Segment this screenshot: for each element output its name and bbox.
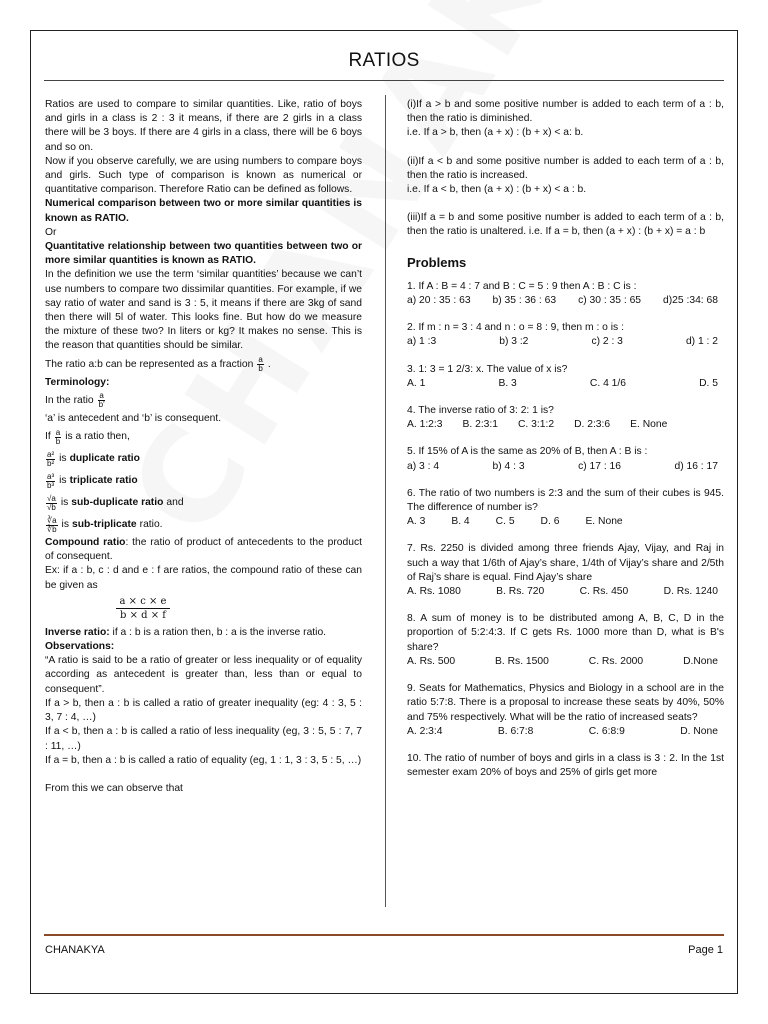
rule-3-text: (iii)If a = b and some positive number is added to each term of a : b, then the ratio is unaltered. i.e. If a = b, then (a + x) : (b + x) = a : b: [407, 212, 724, 238]
problem-question: 6. The ratio of two numbers is 2:3 and the sum of their cubes is 945. The difference of number is?: [407, 487, 724, 514]
problem-option: a) 20 : 35 : 63: [407, 295, 471, 307]
problem-option: D. 6: [540, 516, 560, 528]
compound-example: Ex: if a : b, c : d and e : f are ratios, the compound ratio of these can be given as: [45, 565, 362, 591]
problem-option: b) 35 : 36 : 63: [492, 295, 557, 307]
fraction-a-b: $\frac{a}{b}$: [258, 355, 263, 374]
problem-option: B. 3: [498, 377, 517, 389]
in-the-ratio: In the ratio $\frac{a}{b'}$: [45, 391, 105, 410]
footer-rule: [44, 934, 724, 936]
problem-option: B. 6:7:8: [497, 725, 534, 737]
problem-option: d) 1 : 2: [685, 336, 718, 348]
problem-option: D. Rs. 1240: [663, 586, 718, 598]
antecedent-consequent: ‘a’ is antecedent and ‘b’ is consequent.: [45, 412, 222, 424]
rule-1-formula: i.e. If a > b, then (a + x) : (b + x) < a: b.: [407, 127, 584, 139]
observation-less: If a < b, then a : b is called a ratio of less inequality (eg, 3 : 5, 5 : 7, 7 : 11, …): [45, 726, 362, 752]
problem-option: C. Rs. 450: [579, 586, 629, 598]
sub-duplicate-ratio: $\frac{√a}{√b}$ is sub-duplicate ratio and: [47, 493, 184, 512]
similar-quantities-paragraph: In the definition we use the term ‘similar quantities’ because we can’t use numbers to compare two dissimilar quantities. For example, if we say ratio of water and sand is 3 : 5, it means if there are 3kg of sand then there will 5l of water. This looks fine. But how do we measure the mixture of these two? In liters or kg? It makes no sense. This is the reason that quantities should be similar.: [45, 269, 362, 352]
definition-2: Quantitative relationship between two quantities between two or more similar quantities is known as RATIO.: [45, 241, 362, 267]
triplicate-ratio: $\frac{\text{a³}}{\text{b³}}$ is triplicate ratio: [47, 471, 138, 490]
problem-option: E. None: [585, 516, 623, 528]
problem-option: B. Rs. 720: [496, 586, 545, 598]
problem-option: C. 4 1/6: [589, 377, 626, 389]
problem-option: A. 1:2:3: [407, 419, 443, 431]
problem-question: 2. If m : n = 3 : 4 and n : o = 8 : 9, then m : o is :: [407, 322, 624, 334]
problem-option: C. Rs. 2000: [588, 655, 644, 667]
problem-question: 3. 1: 3 = 1 2/3: x. The value of x is?: [407, 363, 568, 375]
problem-item: [407, 612, 724, 669]
problem-option: c) 17 : 16: [578, 460, 621, 472]
problem-option: D.None: [683, 655, 718, 667]
problem-question: 9. Seats for Mathematics, Physics and Biology in a school are in the ratio 5:7:8. There is a proposal to increase these seats by 40%, 50% and 75% respectively. What will be the ratio of increased seats?: [407, 683, 724, 723]
problem-question: 5. If 15% of A is the same as 20% of B, then A : B is :: [407, 446, 648, 458]
problem-options: [407, 377, 724, 391]
page-title: RATIOS: [348, 50, 420, 71]
page-number: Page 1: [688, 944, 723, 956]
sub-triplicate-ratio: $\frac{∛a}{∛b}$ is sub-triplicate ratio.: [47, 515, 163, 534]
problem-item: [407, 487, 724, 530]
observation-equal: If a = b, then a : b is called a ratio of equality (eg, 1 : 1, 3 : 3, 5 : 5, …): [45, 754, 362, 766]
duplicate-ratio: $\frac{\text{a²}}{\text{b²}}$ is duplicate ratio: [47, 449, 140, 468]
problem-option: D. 2:3:6: [574, 419, 611, 431]
if-ratio-then: If $\frac{a}{b}$ is a ratio then,: [45, 427, 130, 446]
problem-option: a) 1 :3: [407, 336, 437, 348]
title-underline: [44, 80, 724, 81]
problem-item: [407, 445, 724, 473]
problem-item: [407, 363, 724, 391]
compound-formula: a × c × e b × d × f: [83, 595, 203, 622]
problem-option: d)25 :34: 68: [663, 295, 718, 307]
problem-options: [407, 460, 724, 474]
rule-2-formula: i.e. If a < b, then (a + x) : (b + x) < a : b.: [407, 184, 587, 196]
problem-option: A. 3: [407, 516, 426, 528]
problem-option: a) 3 : 4: [407, 460, 440, 472]
problem-option: b) 3 :2: [499, 336, 529, 348]
problem-options: [407, 335, 724, 349]
problem-item: [407, 321, 724, 349]
problem-item: [407, 542, 724, 599]
column-divider: [385, 95, 386, 907]
problem-option: c) 30 : 35 : 65: [578, 295, 642, 307]
problem-options: [407, 655, 724, 669]
right-column: [407, 98, 724, 780]
problem-item: [407, 752, 724, 780]
problem-option: D. 5: [699, 377, 718, 389]
problem-question: 7. Rs. 2250 is divided among three friends Ajay, Vijay, and Raj in such a way that 1/6th of Ajay’s share, 1/4th of Vijay’s share and 2/5th of Raj’s share is equal. Find Ajay’s share: [407, 543, 724, 583]
problem-question: 8. A sum of money is to be distributed among A, B, C, D in the proportion of 5:2:4:3. If C gets Rs. 1000 more than D, what is B's share?: [407, 613, 724, 653]
left-column: [45, 98, 362, 796]
problem-option: C. 5: [495, 516, 515, 528]
problem-option: B. 2:3:1: [462, 419, 498, 431]
problem-item: [407, 280, 724, 308]
comparison-paragraph: Now if you observe carefully, we are using numbers to compare boys and girls. Such type of comparison is known as numerical or quantitative comparison. Therefore Ratio can be defined as follows.: [45, 155, 362, 196]
observations-heading: Observations:: [45, 641, 115, 653]
problem-options: [407, 418, 724, 432]
problem-option: B. Rs. 1500: [495, 655, 549, 667]
footer-brand: CHANAKYA: [45, 944, 105, 956]
inverse-ratio: Inverse ratio: if a : b is a ration then, b : a is the inverse ratio.: [45, 626, 327, 638]
problem-question: 4. The inverse ratio of 3: 2: 1 is?: [407, 405, 554, 417]
problem-option: C. 6:8:9: [588, 725, 625, 737]
from-this-text: From this we can observe that: [45, 782, 183, 794]
problem-option: A. Rs. 500: [407, 655, 456, 667]
problem-option: B. 4: [451, 516, 470, 528]
observation-1: “A ratio is said to be a ratio of greater or less inequality or of equality according as antecedent is greater than, less than or equal to consequent”.: [45, 655, 362, 695]
problems-list: [407, 280, 724, 780]
problem-options: [407, 294, 724, 308]
observation-greater: If a > b, then a : b is called a ratio of greater inequality (eg: 4 : 3, 5 : 3, 7 : 4, …): [45, 697, 362, 724]
problem-option: c) 2 : 3: [591, 336, 623, 348]
problem-option: D. None: [680, 725, 718, 737]
or-text: Or: [45, 226, 57, 238]
problem-item: [407, 404, 724, 432]
problems-heading: Problems: [407, 254, 467, 270]
compound-ratio: Compound ratio: the ratio of product of antecedents to the product of consequent.: [45, 537, 362, 563]
problem-option: A. 2:3:4: [407, 725, 443, 737]
problem-question: 1. If A : B = 4 : 7 and B : C = 5 : 9 then A : B : C is :: [407, 280, 637, 292]
problem-option: A. 1: [407, 377, 426, 389]
terminology-heading: Terminology:: [45, 376, 110, 388]
problem-option: b) 4 : 3: [492, 460, 525, 472]
problem-option: E. None: [630, 419, 668, 431]
problem-options: [407, 585, 724, 599]
problem-options: [407, 725, 724, 739]
definition-1: Numerical comparison between two or more similar quantities is known as RATIO.: [45, 198, 362, 224]
problem-item: [407, 682, 724, 739]
problem-option: A. Rs. 1080: [407, 586, 461, 598]
problem-option: C. 3:1:2: [518, 419, 555, 431]
problem-question: 10. The ratio of number of boys and girls in a class is 3 : 2. In the 1st semester exam 20% of boys and 25% of girls get more: [407, 752, 724, 779]
problem-option: d) 16 : 17: [674, 460, 718, 472]
fraction-representation: The ratio a:b can be represented as a fraction $\frac{a}{b}$ .: [45, 355, 271, 374]
problem-options: [407, 515, 724, 529]
rule-1-text: (i)If a > b and some positive number is added to each term of a : b, then the ratio is diminished.: [407, 99, 724, 125]
intro-paragraph: Ratios are used to compare to similar quantities. Like, ratio of boys and girls in a class is 2 : 3 it means, if there are 2 girls in a class there will be 3 boys. If there are 4 girls in a class, there will be 6 boys and so on.: [45, 99, 362, 153]
rule-2-text: (ii)If a < b and some positive number is added to each term of a : b, then the ratio is increased.: [407, 155, 724, 181]
